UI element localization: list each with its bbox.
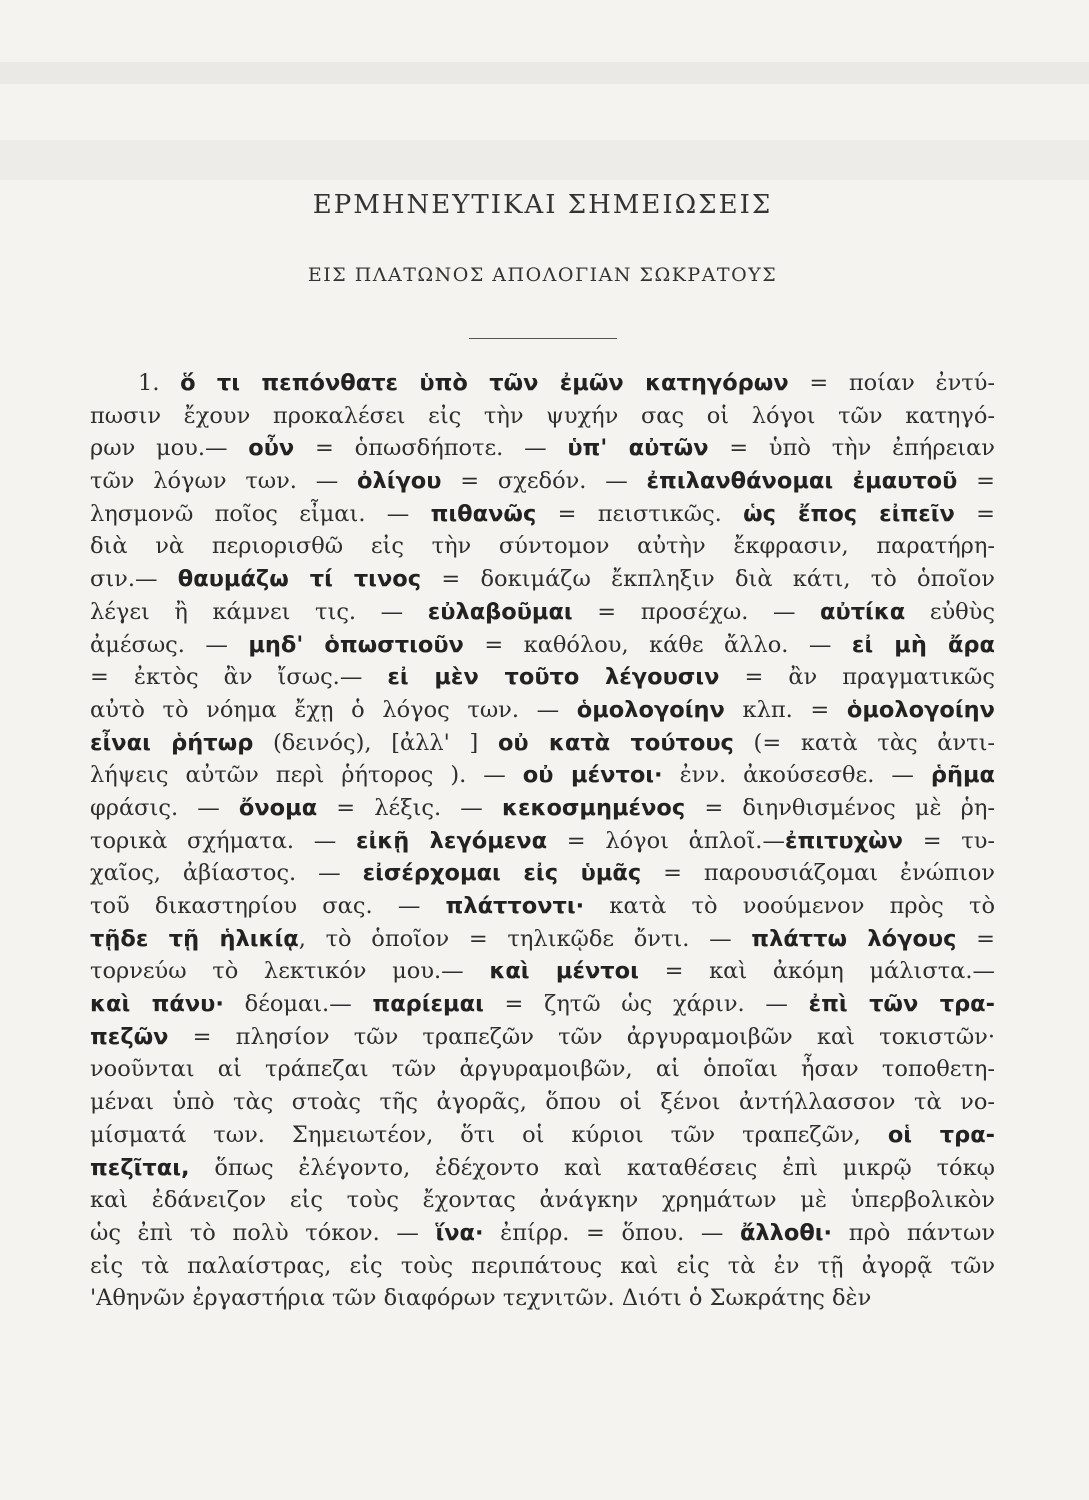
text-line: φράσις. — ὄνομα = λέξις. — κεκοσμημένος = διηνθισμένος μὲ ῥη- <box>90 794 995 821</box>
text-line: σιν.— θαυμάζω τί τινος = δοκιμάζω ἔκπληξιν διὰ κάτι, τὸ ὁποῖον <box>90 566 995 593</box>
page-subtitle: ΕΙΣ ΠΛΑΤΩΝΟΣ ΑΠΟΛΟΓΙΑΝ ΣΩΚΡΑΤΟΥΣ <box>307 264 778 286</box>
text-line: ὡς ἐπὶ τὸ πολὺ τόκον. — ἵνα· ἐπίρρ. = ὅπου. — ἄλλοθι· πρὸ πάντων <box>90 1219 995 1246</box>
text-line: νοοῦνται αἱ τράπεζαι τῶν ἀργυραμοιβῶν, αἱ ὁποῖαι ἦσαν τοποθετη- <box>90 1056 995 1083</box>
text-line: καὶ πάνυ· δέομαι.— παρίεμαι = ζητῶ ὡς χάριν. — ἐπὶ τῶν τρα- <box>90 991 995 1018</box>
text-line: καὶ ἐδάνειζον εἰς τοὺς ἔχοντας ἀνάγκην χρημάτων μὲ ὑπερβολικὸν <box>90 1187 995 1214</box>
text-line: αὐτὸ τὸ νόημα ἔχῃ ὁ λόγος των. — ὁμολογοίην κλπ. = ὁμολογοίην <box>90 696 995 723</box>
text-line: λέγει ἢ κάμνει τις. — εὐλαβοῦμαι = προσέχω. — αὐτίκα εὐθὺς <box>90 598 995 625</box>
text-line: χαῖος, ἀβίαστος. — εἰσέρχομαι εἰς ὑμᾶς = παρουσιάζομαι ἐνώπιον <box>90 860 995 887</box>
text-line: λησμονῶ ποῖος εἶμαι. — πιθανῶς = πειστικῶς. ὡς ἔπος εἰπεῖν = <box>90 500 995 527</box>
page-title: ΕΡΜΗΝΕΥΤΙΚΑΙ ΣΗΜΕΙΩΣΕΙΣ <box>312 190 773 220</box>
title-rule <box>469 338 617 339</box>
show-through-band <box>0 140 1089 180</box>
text-line: τορνεύω τὸ λεκτικόν μου.— καὶ μέντοι = καὶ ἀκόμη μάλιστα.— <box>90 958 995 985</box>
commentary-text <box>90 367 995 1315</box>
page-body <box>90 190 995 1315</box>
text-line: μίσματά των. Σημειωτέον, ὅτι οἱ κύριοι τῶν τραπεζῶν, οἱ τρα- <box>90 1121 995 1148</box>
text-line: 'Αθηνῶν ἐργαστήρια τῶν διαφόρων τεχνιτῶν. Διότι ὁ Σωκράτης δὲν <box>90 1285 872 1312</box>
show-through-band <box>0 62 1089 84</box>
text-line: εἶναι ῥήτωρ (δεινός), [ἀλλ' ] οὐ κατὰ τούτους (= κατὰ τὰς ἀντι- <box>90 729 995 756</box>
text-line: 1. ὅ τι πεπόνθατε ὑπὸ τῶν ἐμῶν κατηγόρων = ποίαν ἐντύ- <box>138 370 995 396</box>
text-line: τοῦ δικαστηρίου σας. — πλάττοντι· κατὰ τὸ νοούμενον πρὸς τὸ <box>90 893 995 919</box>
text-line: πωσιν ἔχουν προκαλέσει εἰς τὴν ψυχήν σας οἱ λόγοι τῶν κατηγό- <box>90 402 995 429</box>
text-line: ἀμέσως. — μηδ' ὁπωστιοῦν = καθόλου, κάθε ἄλλο. — εἰ μὴ ἄρα <box>90 631 995 658</box>
text-line: πεζῖται, ὅπως ἐλέγοντο, ἐδέχοντο καὶ καταθέσεις ἐπὶ μικρῷ τόκῳ <box>90 1154 995 1181</box>
text-line: ρων μου.— οὖν = ὁπωσδήποτε. — ὑπ' αὐτῶν = ὑπὸ τὴν ἐπήρειαν <box>90 435 995 462</box>
text-line: τορικὰ σχήματα. — εἰκῇ λεγόμενα = λόγοι ἁπλοῖ.—ἐπιτυχὼν = τυ- <box>90 827 995 854</box>
text-line: λήψεις αὐτῶν περὶ ῥήτορος ). — οὐ μέντοι· ἐνν. ἀκούσεσθε. — ῥῆμα <box>90 762 995 789</box>
text-line: μέναι ὑπὸ τὰς στοὰς τῆς ἀγορᾶς, ὅπου οἱ ξένοι ἀντήλλασσον τὰ νο- <box>90 1089 995 1116</box>
text-line: = ἐκτὸς ἂν ἴσως.— εἰ μὲν τοῦτο λέγουσιν = ἂν πραγματικῶς <box>90 664 995 691</box>
text-line: πεζῶν = πλησίον τῶν τραπεζῶν τῶν ἀργυραμοιβῶν καὶ τοκιστῶν· <box>90 1023 995 1050</box>
text-line: τῶν λόγων των. — ὀλίγου = σχεδόν. — ἐπιλανθάνομαι ἐμαυτοῦ = <box>90 468 995 495</box>
text-line: τῇδε τῇ ἡλικίᾳ, τὸ ὁποῖον = τηλικῷδε ὄντι. — πλάττω λόγους = <box>90 925 995 952</box>
text-line: εἰς τὰ παλαίστρας, εἰς τοὺς περιπάτους καὶ εἰς τὰ ἐν τῇ ἀγορᾷ τῶν <box>90 1252 995 1279</box>
text-line: διὰ νὰ περιορισθῶ εἰς τὴν σύντομον αὐτὴν ἔκφρασιν, παρατήρη- <box>90 533 995 560</box>
